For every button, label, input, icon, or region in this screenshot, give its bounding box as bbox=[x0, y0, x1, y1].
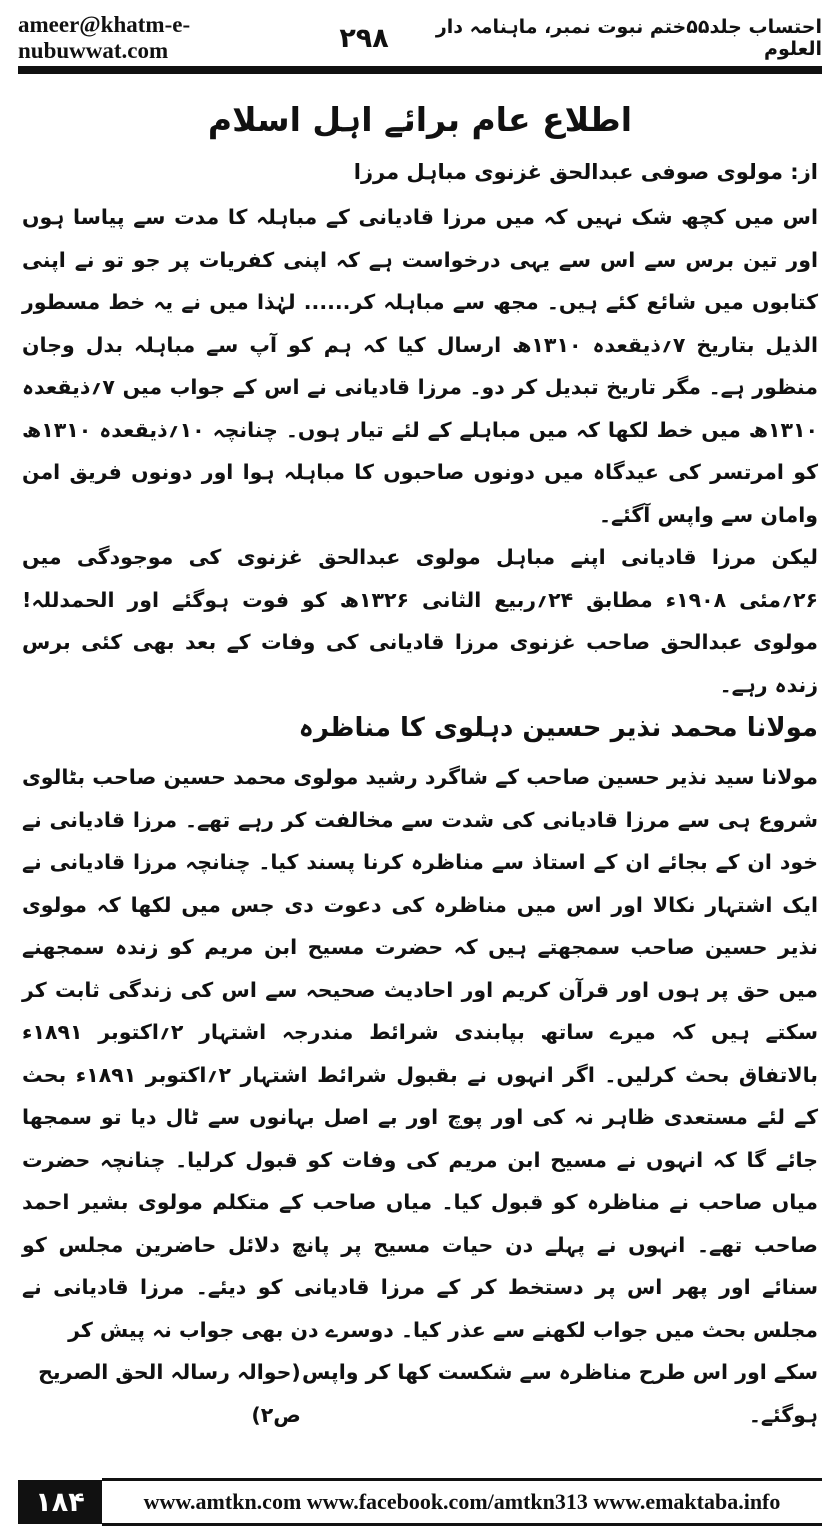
article-byline: از: مولوی صوفی عبدالحق غزنوی مباہل مرزا bbox=[353, 160, 818, 184]
header-email: ameer@khatm-e-nubuwwat.com bbox=[18, 12, 191, 63]
section-final-line bbox=[22, 1351, 818, 1436]
footer-website-links: www.amtkn.com www.facebook.com/amtkn313 www.emaktaba.info bbox=[102, 1478, 822, 1526]
article-title: اطلاع عام برائے اہل اسلام bbox=[207, 100, 633, 139]
section-closing-text: سکے اور اس طرح مناظرہ سے شکست کھا کر واپس ہوگئے۔ bbox=[302, 1360, 818, 1427]
header-publication-title: احتساب جلد۵۵ختم نبوت نمبر، ماہنامہ دار العلوم bbox=[435, 16, 822, 60]
article-paragraph-1: اس میں کچھ شک نہیں کہ میں مرزا قادیانی کے مباہلہ کا مدت سے پیاسا ہوں اور تین برس سے اس سے یہی درخواست ہے کہ اپنی کفریات پر جو تو نے اپنی کتابوں میں شائع کئے ہیں۔ مجھ سے مباہلہ کر...... لہٰذا میں نے یہ خط مسطور الذیل بتاریخ ۷؍ذیقعدہ ۱۳۱۰ھ ارسال کیا کہ ہم کو آپ سے مباہلہ بدل وجان منظور ہے۔ مگر تاریخ تبدیل کر دو۔ مرزا قادیانی نے اس کے جواب میں ۷؍ذیقعدہ ۱۳۱۰ھ میں خط لکھا کہ میں مباہلے کے لئے تیار ہوں۔ چنانچہ ۱۰؍ذیقعدہ ۱۳۱۰ھ کو امرتسر کی عیدگاہ میں دونوں صاحبوں کا مباہلہ ہوا اور دونوں فریق امن وامان سے واپس آگئے۔ bbox=[22, 205, 819, 527]
section-heading: مولانا محمد نذیر حسین دہلوی کا مناظرہ bbox=[298, 713, 818, 743]
footer-page-number: ۱۸۴ bbox=[18, 1480, 102, 1524]
page-header bbox=[18, 14, 822, 62]
page-footer bbox=[0, 1478, 840, 1526]
reference-citation: (حوالہ رسالہ الحق الصریح ص۲) bbox=[38, 1360, 301, 1427]
article-paragraph-2: لیکن مرزا قادیانی اپنے مباہل مولوی عبدالحق غزنوی کی موجودگی میں ۲۶؍مئی ۱۹۰۸ء مطابق ۲۴؍ربیع الثانی ۱۳۲۶ھ کو فوت ہوگئے اور الحمدللہ! مولوی عبدالحق صاحب غزنوی مرزا قادیانی کی وفات کے بعد بھی کئی برس زندہ رہے۔ bbox=[22, 545, 818, 697]
header-divider bbox=[18, 66, 822, 74]
section-paragraph: مولانا سید نذیر حسین صاحب کے شاگرد رشید مولوی محمد حسین صاحب بٹالوی شروع ہی سے مرزا قادیانی کی شدت سے مخالفت کر رہے تھے۔ مرزا قادیانی نے خود ان کے بجائے ان کے استاذ سے مناظرہ کرنا پسند کیا۔ چنانچہ مرزا قادیانی نے ایک اشتہار نکالا اور اس میں مناظرہ کی دعوت دی جس میں لکھا کہ مولوی نذیر حسین صاحب سمجھتے ہیں کہ حضرت مسیح ابن مریم کو زندہ سمجھنے میں حق پر ہوں اور قرآن کریم اور احادیث صحیحہ سے اس کی زندگی ثابت کر سکتے ہیں کہ میرے ساتھ بپابندی شرائط مندرجہ اشتہار ۲؍اکتوبر ۱۸۹۱ء بالاتفاق بحث کرلیں۔ اگر انہوں نے بقبول شرائط اشتہار ۲؍اکتوبر ۱۸۹۱ء بحث کے لئے مستعدی ظاہر نہ کی اور پوچ اور بے اصل بہانوں سے ٹال دیا تو سمجھا جائے گا کہ انہوں نے مسیح ابن مریم کی وفات کو قبول کرلیا۔ چنانچہ حضرت میاں صاحب نے مناظرہ کو قبول کیا۔ میاں صاحب کے متکلم مولوی بشیر احمد صاحب تھے۔ انہوں نے پہلے دن حیات مسیح پر پانچ دلائل حاضرین مجلس کو سنائے اور پھر اس پر دستخط کر کے مرزا قادیانی کو دیئے۔ مرزا قادیانی نے مجلس بحث میں جواب لکھنے سے عذر کیا۔ دوسرے دن بھی جواب نہ پیش کر bbox=[22, 765, 818, 1342]
page-content bbox=[22, 92, 818, 1436]
header-page-number: ۲۹۸ bbox=[339, 22, 389, 54]
header-left-group bbox=[18, 12, 389, 64]
